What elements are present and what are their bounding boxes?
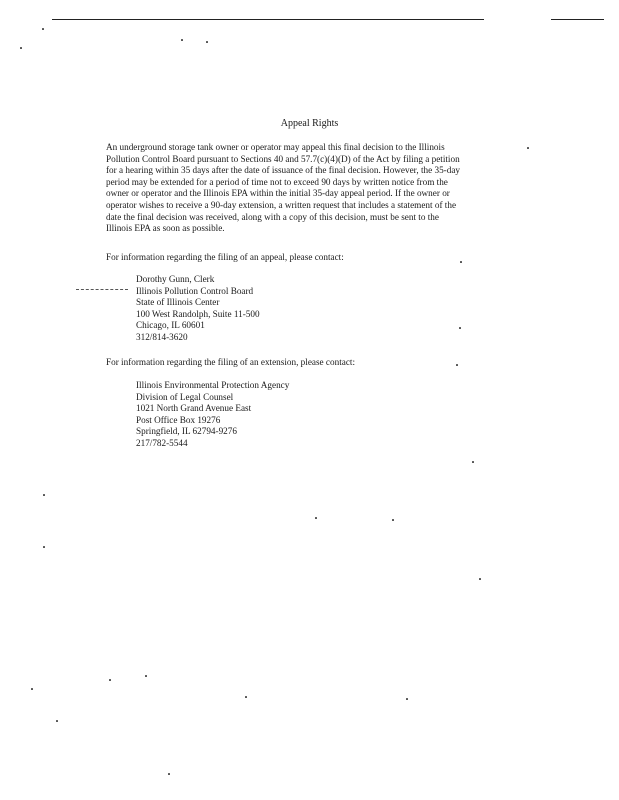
header-rule: [52, 19, 484, 20]
address-line: Springfield, IL 62794-9276: [136, 426, 237, 437]
scan-speck: [245, 696, 247, 698]
paragraph-line: date the final decision was received, along with a copy of this decision, must be sent to the: [106, 211, 439, 222]
scan-speck: [315, 517, 317, 519]
paragraph-line: owner or operator and the Illinois EPA within the initial 35-day appeal period. If the owner or: [106, 188, 450, 199]
extension-contact-address: [136, 380, 289, 450]
scan-speck: [42, 28, 44, 30]
extension-contact-intro: For information regarding the filing of an extension, please contact:: [106, 357, 356, 367]
address-line: Dorothy Gunn, Clerk: [136, 274, 215, 284]
scan-speck: [168, 773, 170, 775]
scan-speck: [56, 720, 58, 722]
document-title: Appeal Rights: [280, 118, 339, 129]
appeal-contact-intro: For information regarding the filing of an appeal, please contact:: [106, 252, 344, 262]
address-line: Chicago, IL 60601: [136, 320, 205, 331]
paragraph-line: for a hearing within 35 days after the date of issuance of the final decision. However, the 35-day: [106, 165, 460, 176]
address-line: 312/814-3620: [136, 331, 188, 342]
address-line: 100 West Randolph, Suite 11-500: [136, 308, 260, 319]
scan-speck: [20, 47, 22, 49]
address-line: Division of Legal Counsel: [136, 391, 234, 402]
scan-speck: [472, 461, 474, 463]
scan-speck: [43, 494, 45, 496]
scan-speck: [145, 675, 147, 677]
scan-speck: [527, 147, 529, 149]
address-line: Illinois Environmental Protection Agency: [136, 380, 290, 390]
scan-speck: [109, 679, 111, 681]
paragraph-line: operator wishes to receive a 90-day extension, a written request that includes a statement of the: [106, 199, 457, 210]
scan-speck: [456, 364, 458, 366]
appeal-rights-paragraph: [106, 142, 498, 235]
address-line: 1021 North Grand Avenue East: [136, 403, 252, 414]
scan-speck: [43, 546, 45, 548]
scan-speck: [460, 261, 462, 263]
paragraph-line: An underground storage tank owner or operator may appeal this final decision to the Illinois: [106, 142, 445, 152]
scan-speck: [206, 41, 208, 43]
scan-speck: [459, 327, 461, 329]
paragraph-line: period may be extended for a period of time not to exceed 90 days by written notice from the: [106, 176, 448, 187]
scan-speck: [392, 519, 394, 521]
scan-speck: [479, 578, 481, 580]
header-rule-right: [551, 19, 604, 20]
paragraph-line: Pollution Control Board pursuant to Sections 40 and 57.7(c)(4)(D) of the Act by filing a petition: [106, 153, 460, 164]
address-line: State of Illinois Center: [136, 297, 220, 308]
address-line: 217/782-5544: [136, 437, 188, 448]
scan-speck: [406, 698, 408, 700]
margin-mark: [76, 289, 128, 290]
address-line: Post Office Box 19276: [136, 414, 221, 425]
scan-speck: [31, 688, 33, 690]
appeal-contact-address: [136, 274, 260, 344]
scan-speck: [181, 39, 183, 41]
paragraph-line: Illinois EPA as soon as possible.: [106, 223, 225, 234]
address-line: Illinois Pollution Control Board: [136, 285, 254, 296]
